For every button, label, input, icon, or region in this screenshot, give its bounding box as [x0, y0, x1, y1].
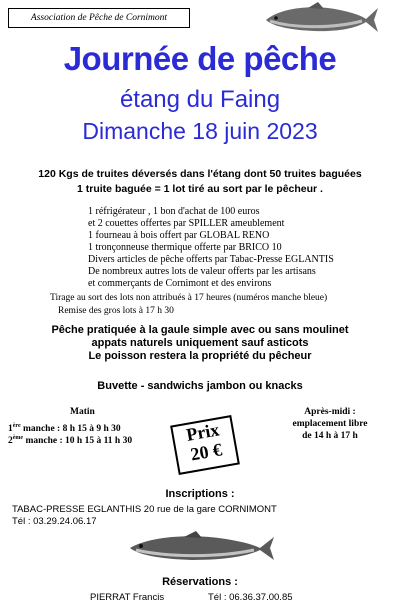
apres-line2: de 14 h à 17 h	[302, 431, 358, 441]
inscriptions-heading: Inscriptions :	[165, 488, 235, 500]
remise-note: Remise des gros lots à 17 h 30	[58, 306, 174, 316]
event-place: étang du Faing	[119, 86, 281, 113]
reservations-heading: Réservations :	[162, 576, 238, 588]
prize-item: 1 tronçonneuse thermique offerte par BRICO 10	[88, 242, 282, 253]
rule-line: Pêche pratiquée à la gaule simple avec ou sans moulinet	[51, 324, 349, 336]
page-title: Journée de pêche	[63, 40, 337, 77]
prize-item: et commerçants de Cornimont et des environs	[88, 278, 272, 289]
price-value: 20 €	[188, 439, 224, 465]
prize-list	[88, 206, 388, 290]
manche2-line	[8, 432, 132, 447]
draw-note: Tirage au sort des lots non attribués à 17 heures (numéros manche bleue)	[50, 293, 328, 303]
matin-label: Matin	[70, 407, 95, 417]
prize-item: 1 réfrigérateur , 1 bon d'achat de 100 euros	[88, 206, 260, 217]
trout-icon	[262, 2, 380, 36]
highlight-line1: 120 Kgs de truites déversés dans l'étang dont 50 truites baguées	[38, 168, 362, 180]
association-label: Association de Pêche de Cornimont	[8, 8, 190, 28]
manche1-text: manche : 8 h 15 à 9 h 30	[23, 424, 121, 435]
apres-midi-block	[270, 406, 390, 442]
price-box	[170, 415, 240, 475]
rule-line: Le poisson restera la propriété du pêcheur	[88, 350, 312, 362]
price-label: Prix	[184, 419, 221, 445]
apres-label: Après-midi :	[304, 407, 356, 417]
prize-item: et 2 couettes offertes par SPILLER ameublement	[88, 218, 285, 229]
manche2-sup: ème	[12, 435, 24, 441]
prize-item: Divers articles de pêche offerts par Tabac-Presse EGLANTIS	[88, 254, 334, 265]
trout-icon	[126, 532, 276, 564]
highlight-line2: 1 truite baguée = 1 lot tiré au sort par le pêcheur .	[77, 183, 323, 195]
rule-line: appats naturels uniquement sauf asticots	[91, 337, 309, 349]
manche1-sup: ère	[12, 423, 21, 429]
reservations-phone: Tél : 06.36.37.00.85	[208, 592, 293, 603]
buvette-line: Buvette - sandwichs jambon ou knacks	[97, 380, 303, 392]
prize-item: 1 fourneau à bois offert par GLOBAL RENO	[88, 230, 270, 241]
reservations-name: PIERRAT Francis	[90, 592, 165, 603]
rules-block	[0, 324, 400, 363]
event-date: Dimanche 18 juin 2023	[82, 118, 318, 144]
inscriptions-phone: Tél : 03.29.24.06.17	[12, 516, 97, 527]
inscriptions-address: TABAC-PRESSE EGLANTHIS 20 rue de la gare CORNIMONT	[12, 504, 277, 515]
manche2-number: 2	[8, 436, 13, 447]
manche2-text: manche : 10 h 15 à 11 h 30	[25, 436, 133, 447]
prize-item: De nombreux autres lots de valeur offerts par les artisans	[88, 266, 316, 277]
manche1-number: 1	[8, 424, 13, 435]
apres-line1: emplacement libre	[292, 419, 368, 429]
